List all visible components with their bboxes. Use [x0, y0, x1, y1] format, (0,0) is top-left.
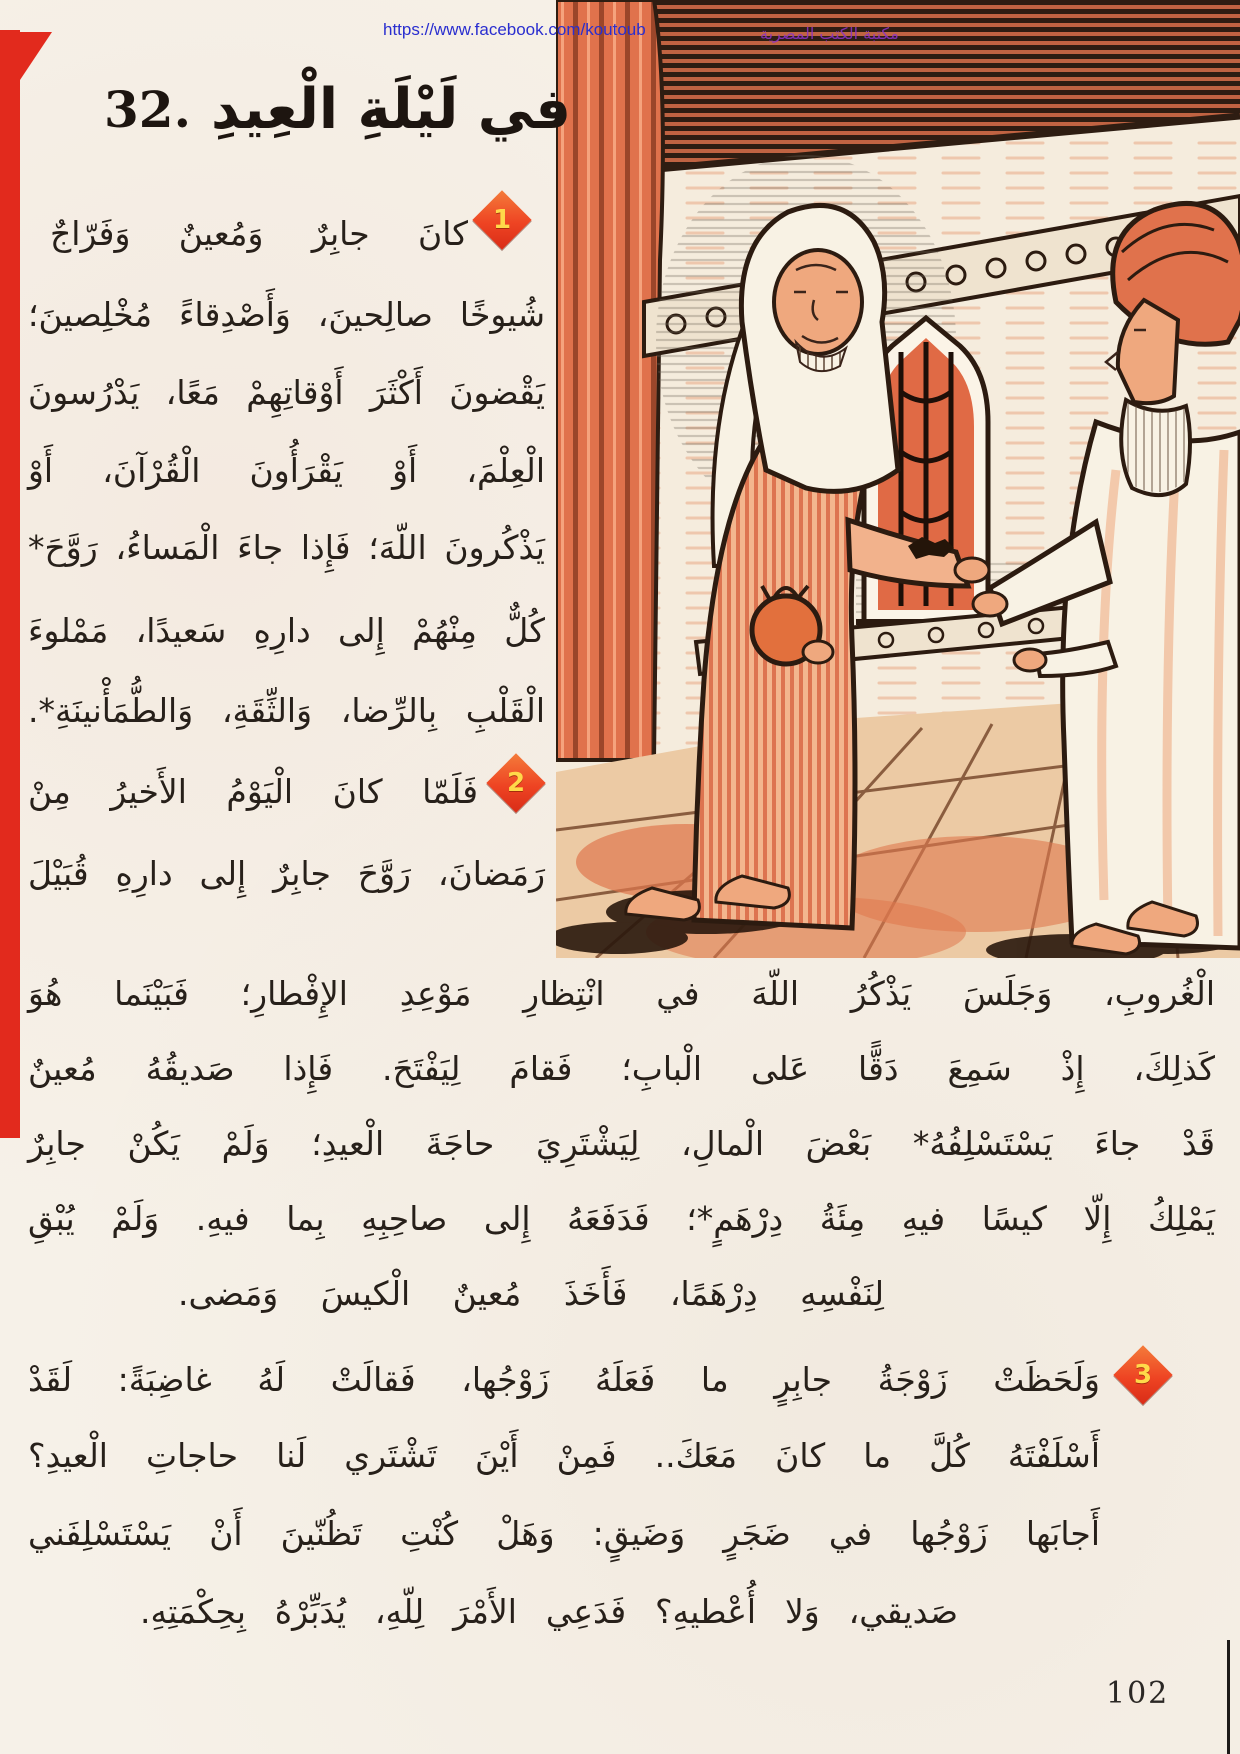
paragraph-marker-2 [486, 753, 545, 812]
text-line-6: كُلٌّ مِنْهُمْ إِلى دارِهِ سَعيدًا، مَمْلوءَ [28, 611, 545, 650]
text-line-17: أَجابَها زَوْجُها في ضَجَرٍ وَضَيقٍ: وَهَلْ كُنْتِ تَظُنّينَ أَنْ يَسْتَسْلِفَني [28, 1514, 1100, 1553]
wall-pillar [556, 0, 663, 760]
text-line-10: الْغُروبِ، وَجَلَسَ يَذْكُرُ اللّهَ في انْتِظارِ مَوْعِدِ الإِفْطارِ؛ فَبَيْنَما هُوَ [28, 974, 1215, 1013]
paragraph-marker-1 [472, 190, 531, 249]
lesson-title [104, 76, 571, 143]
text-line-16: أَسْلَفْتَهُ كُلَّ ما كانَ مَعَكَ.. فَمِنْ أَيْنَ تَشْتَري لَنا حاجاتِ الْعيدِ؟ [28, 1436, 1100, 1475]
marker-number: 3 [1133, 1360, 1153, 1390]
text-line-13: يَمْلِكُ إِلّا كيسًا فيهِ مِئَةُ دِرْهَمٍ*؛ فَدَفَعَهُ إِلى صاحِبِهِ بِما فيهِ. وَلَمْ يُبْقِ [28, 1199, 1215, 1238]
text-line-14: لِنَفْسِهِ دِرْهَمًا، فَأَخَذَ مُعينٌ الْكيسَ وَمَضى. [178, 1274, 884, 1313]
text-line-4: الْعِلْمَ، أَوْ يَقْرَأُونَ الْقُرْآنَ، أَوْ [28, 451, 545, 490]
marker-number: 2 [506, 768, 526, 798]
arabic-watermark-text: مكتبة الكتب المصرية [760, 24, 899, 43]
paragraph-marker-3 [1113, 1345, 1172, 1404]
woodcut-scene [556, 0, 1240, 958]
lesson-title-text: في لَيْلَةِ الْعِيدِ [211, 77, 572, 142]
text-line-5: يَذْكُرونَ اللّهَ؛ فَإِذا جاءَ الْمَساءُ، رَوَّحَ* [28, 528, 545, 567]
text-line-1: كانَ جابِرٌ وَمُعينٌ وَفَرّاجٌ [50, 214, 468, 253]
scan-red-edge-strip [0, 30, 20, 1138]
marker-number: 1 [492, 205, 512, 235]
text-line-15: وَلَحَظَتْ زَوْجَةُ جابِرٍ ما فَعَلَهُ زَوْجُها، فَقالَتْ لَهُ غاضِبَةً: لَقَدْ [28, 1360, 1100, 1399]
text-line-12: قَدْ جاءَ يَسْتَسْلِفُهُ* بَعْضَ الْمالِ، لِيَشْتَرِيَ حاجَةَ الْعيدِ؛ وَلَمْ يَكُنْ جابِرٌ [28, 1124, 1215, 1163]
facebook-watermark-url: https://www.facebook.com/koutoub [383, 20, 646, 39]
scan-page-edge-line [1227, 1640, 1230, 1754]
text-line-3: يَقْضونَ أَكْثَرَ أَوْقاتِهِمْ مَعًا، يَدْرُسونَ [28, 373, 545, 412]
text-line-18: صَديقي، وَلا أُعْطيهِ؟ فَدَعِي الأَمْرَ لِلّهِ، يُدَبِّرْهُ بِحِكْمَتِهِ. [140, 1592, 958, 1631]
text-line-11: كَذلِكَ، إِذْ سَمِعَ دَقًّا عَلى الْبابِ؛ فَقامَ لِيَفْتَحَ. فَإِذا صَديقُهُ مُعينٌ [28, 1049, 1215, 1088]
page-number: 102 [1106, 1676, 1170, 1711]
text-line-2: شُيوخًا صالِحينَ، وَأَصْدِقاءً مُخْلِصينَ؛ [28, 295, 545, 334]
text-line-7: الْقَلْبِ بِالرِّضا، وَالثِّقَةِ، وَالطُّمَأْنينَةِ*. [28, 691, 545, 730]
story-illustration [556, 0, 1240, 958]
text-line-8: فَلَمّا كانَ الْيَوْمُ الأَخيرُ مِنْ [28, 772, 478, 811]
text-line-9: رَمَضانَ، رَوَّحَ جابِرٌ إِلى دارِهِ قُبَيْلَ [28, 854, 545, 893]
lesson-number: 32. [104, 80, 191, 140]
